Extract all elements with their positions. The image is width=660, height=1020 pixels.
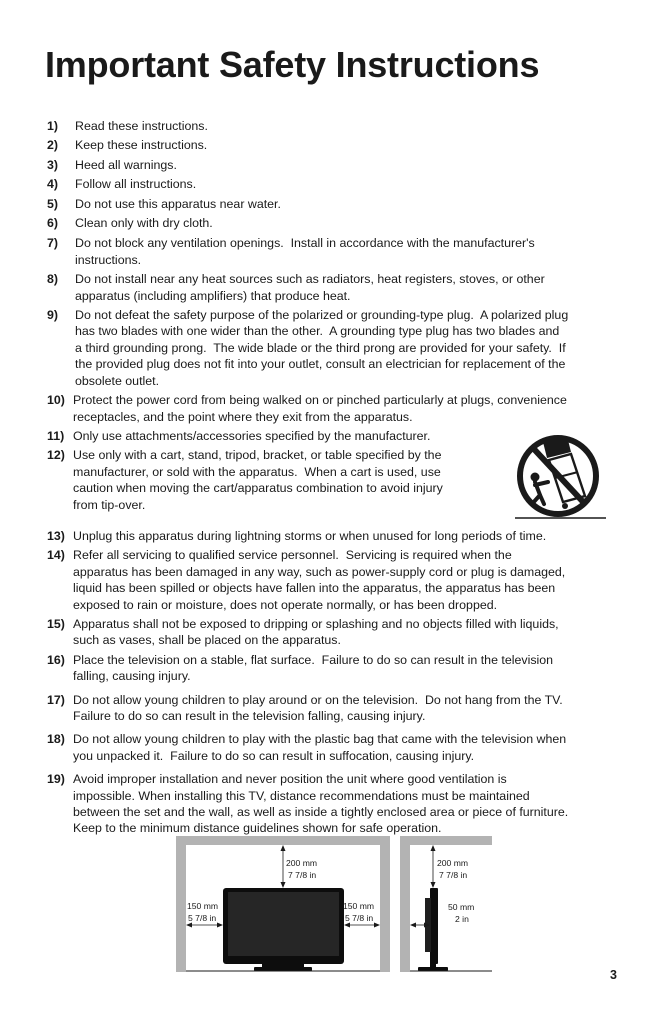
list-item bbox=[47, 235, 617, 268]
item-number: 1) bbox=[47, 119, 59, 133]
item-text bbox=[47, 271, 617, 304]
item-text bbox=[47, 235, 617, 268]
side-view-walls bbox=[400, 836, 492, 972]
item-text-line: you unpacked it. Failure to do so can result in suffocation, causing injury. bbox=[73, 748, 475, 763]
item-number: 9) bbox=[47, 308, 59, 323]
item-text bbox=[47, 771, 617, 837]
list-item bbox=[47, 731, 617, 764]
item-text bbox=[47, 547, 617, 613]
item-text-line: Do not defeat the safety purpose of the polarized or grounding-type plug. A polarized plug bbox=[75, 308, 569, 323]
item-number: 13) bbox=[47, 528, 65, 543]
item-text-line: instructions. bbox=[75, 252, 142, 267]
front-top-mm: 200 mm bbox=[286, 858, 318, 868]
item-text bbox=[47, 528, 617, 544]
list-item bbox=[47, 137, 617, 153]
list-item bbox=[47, 652, 617, 685]
item-text-line: Do not install near any heat sources such as radiators, heat registers, stoves, or other bbox=[75, 272, 545, 287]
item-text-line: manufacturer, or sold with the apparatus. When a cart is used, use bbox=[73, 464, 441, 479]
item-text-line: Clean only with dry cloth. bbox=[75, 216, 213, 231]
item-text-line: Protect the power cord from being walked on or pinched particularly at plugs, convenience bbox=[73, 393, 567, 408]
item-text-line: apparatus has been damaged in any way, such as power-supply cord or plug is damaged, bbox=[73, 564, 566, 579]
item-text-line: Keep these instructions. bbox=[75, 138, 208, 153]
item-text bbox=[47, 176, 617, 192]
ventilation-clearance-diagram bbox=[176, 836, 492, 974]
item-text bbox=[47, 157, 617, 173]
item-text-line: Do not use this apparatus near water. bbox=[75, 196, 281, 211]
item-number: 12) bbox=[47, 448, 65, 463]
item-text-line: such as vases, shall be placed on the apparatus. bbox=[73, 633, 341, 648]
tv-side-view bbox=[418, 888, 448, 971]
item-text bbox=[47, 137, 617, 153]
front-right-in: 5 7/8 in bbox=[345, 913, 374, 923]
item-text bbox=[47, 447, 487, 513]
list-item bbox=[47, 271, 617, 304]
item-number: 3) bbox=[47, 157, 59, 172]
cart-tip-over-warning-icon bbox=[513, 432, 608, 522]
item-number: 15) bbox=[47, 616, 65, 631]
item-text-line: Do not allow young children to play with the plastic bag that came with the television when bbox=[73, 732, 567, 747]
item-text bbox=[47, 616, 617, 649]
item-text-line: obsolete outlet. bbox=[75, 373, 160, 388]
list-item bbox=[47, 157, 617, 173]
item-number: 6) bbox=[47, 216, 59, 231]
front-right-clearance-arrow bbox=[344, 923, 380, 928]
item-number: 18) bbox=[47, 732, 65, 747]
item-text-line: between the set and the wall, as well as inside a tightly enclosed area or piece of furniture. bbox=[73, 805, 569, 820]
item-text-line: falling, causing injury. bbox=[73, 669, 191, 684]
item-number: 14) bbox=[47, 548, 65, 563]
item-text-line: Use only with a cart, stand, tripod, bracket, or table specified by the bbox=[73, 448, 442, 463]
item-text-line: receptacles, and the point where they exit from the apparatus. bbox=[73, 409, 413, 424]
item-text-line: Place the television on a stable, flat surface. Failure to do so can result in the television bbox=[73, 652, 554, 667]
side-top-mm: 200 mm bbox=[437, 858, 469, 868]
front-top-clearance-arrow bbox=[281, 845, 286, 888]
item-number: 11) bbox=[47, 428, 65, 443]
item-number: 2) bbox=[47, 138, 59, 153]
list-item bbox=[47, 215, 617, 231]
item-number: 8) bbox=[47, 272, 59, 287]
item-text-line: Only use attachments/accessories specified by the manufacturer. bbox=[73, 428, 431, 443]
item-number: 16) bbox=[47, 652, 65, 667]
side-back-in: 2 in bbox=[455, 914, 469, 924]
item-text-line: apparatus (including amplifiers) that produce heat. bbox=[75, 288, 351, 303]
list-item bbox=[47, 118, 617, 134]
item-text-line: Refer all servicing to qualified service personnel. Servicing is required when the bbox=[73, 548, 512, 563]
item-text-line: caution when moving the cart/apparatus combination to avoid injury bbox=[73, 481, 443, 496]
item-number: 19) bbox=[47, 772, 65, 787]
item-text bbox=[47, 731, 617, 764]
item-text-line: Avoid improper installation and never position the unit where good ventilation is bbox=[73, 772, 507, 787]
item-text-line: Follow all instructions. bbox=[75, 177, 197, 192]
item-text-line: exposed to rain or moisture, does not operate normally, or has been dropped. bbox=[73, 597, 498, 612]
list-item bbox=[47, 447, 487, 513]
list-item bbox=[47, 547, 617, 613]
item-number: 17) bbox=[47, 692, 65, 707]
tv-front-view bbox=[223, 888, 344, 971]
item-text bbox=[47, 196, 617, 212]
front-right-mm: 150 mm bbox=[343, 901, 375, 911]
side-top-clearance-arrow bbox=[431, 845, 436, 888]
item-text-line: Do not block any ventilation openings. Install in accordance with the manufacturer's bbox=[75, 236, 535, 251]
item-text-line: has two blades with one wider than the other. A grounding type plug has two blades and bbox=[75, 324, 560, 339]
item-text bbox=[47, 652, 617, 685]
front-left-clearance-arrow bbox=[186, 923, 223, 928]
front-left-mm: 150 mm bbox=[187, 901, 219, 911]
item-text-line: from tip-over. bbox=[73, 497, 146, 512]
item-text-line: Read these instructions. bbox=[75, 119, 208, 133]
item-number: 10) bbox=[47, 393, 65, 408]
front-top-in: 7 7/8 in bbox=[288, 870, 317, 880]
side-top-in: 7 7/8 in bbox=[439, 870, 468, 880]
item-text-line: Keep to the minimum distance guidelines shown for safe operation. bbox=[73, 821, 442, 836]
list-item bbox=[47, 392, 617, 425]
item-text-line: a third grounding prong. The wide blade or the third prong are provided for your safety. If bbox=[75, 340, 566, 355]
list-item bbox=[47, 771, 617, 837]
item-text-line: Do not allow young children to play around or on the television. Do not hang from the TV. bbox=[73, 692, 563, 707]
item-text-line: Apparatus shall not be exposed to dripping or splashing and no objects filled with liquids, bbox=[73, 616, 559, 631]
list-item bbox=[47, 176, 617, 192]
item-text bbox=[47, 118, 617, 134]
item-text bbox=[47, 392, 617, 425]
front-left-in: 5 7/8 in bbox=[188, 913, 217, 923]
side-back-mm: 50 mm bbox=[448, 902, 475, 912]
item-number: 7) bbox=[47, 236, 59, 251]
item-text-line: Failure to do so can result in the television falling, causing injury. bbox=[73, 709, 426, 723]
list-item bbox=[47, 196, 617, 212]
list-item bbox=[47, 616, 617, 649]
item-text bbox=[47, 307, 617, 389]
list-item bbox=[47, 307, 617, 389]
item-text-line: the provided plug does not fit into your outlet, consult an electrician for replacement of the bbox=[75, 357, 566, 372]
item-text-line: Heed all warnings. bbox=[75, 157, 177, 172]
item-text-line: impossible. When installing this TV, distance recommendations must be maintained bbox=[73, 788, 530, 803]
item-text bbox=[47, 215, 617, 231]
list-item bbox=[47, 528, 617, 544]
item-text bbox=[47, 692, 617, 725]
item-text-line: liquid has been spilled or objects have fallen into the apparatus, the apparatus has been bbox=[73, 581, 556, 596]
page-title: Important Safety Instructions bbox=[45, 44, 540, 85]
list-item bbox=[47, 692, 617, 725]
item-number: 5) bbox=[47, 196, 59, 211]
item-text-line: Unplug this apparatus during lightning storms or when unused for long periods of time. bbox=[73, 528, 547, 543]
item-number: 4) bbox=[47, 177, 59, 192]
page-number: 3 bbox=[610, 968, 617, 982]
